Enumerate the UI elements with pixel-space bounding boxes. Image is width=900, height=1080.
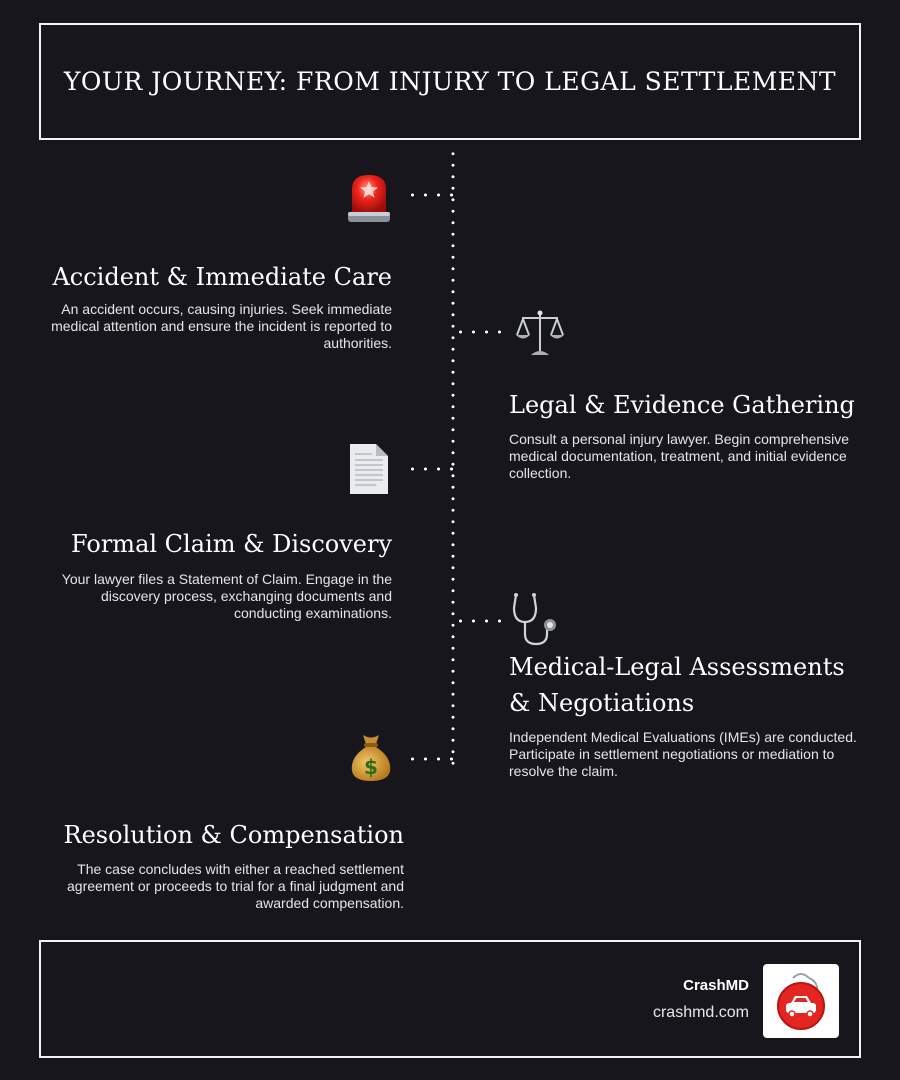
step-4-title: Medical-Legal Assessments & Negotiations [509,653,845,717]
timeline-connector [406,467,454,471]
step-1-title: Accident & Immediate Care [52,263,392,291]
footer-box [39,940,861,1058]
step-2-description: Consult a personal injury lawyer. Begin comprehensive medical documentation, treatment, and initial evidence collection. [509,431,850,481]
stethoscope-icon [508,592,564,648]
timeline-connector [454,619,502,623]
timeline-line [451,148,455,768]
svg-text:$: $ [364,755,378,779]
crashmd-logo-icon [763,964,839,1038]
header-box [39,23,861,140]
timeline-connector [406,757,454,761]
step-1-description: An accident occurs, causing injuries. Seek immediate medical attention and ensure the incident is reported to authorities. [51,301,392,351]
timeline-connector [406,193,454,197]
siren-light-icon [341,170,397,226]
step-2-title: Legal & Evidence Gathering [509,391,855,419]
timeline-connector [454,330,502,334]
brand-url[interactable]: crashmd.com [652,1004,749,1021]
step-3-description: Your lawyer files a Statement of Claim. Engage in the discovery process, exchanging documents and conducting examinations. [61,571,392,621]
brand-name: CrashMD [683,977,749,994]
step-3-title: Formal Claim & Discovery [71,530,392,558]
step-5-description: The case concludes with either a reached settlement agreement or proceeds to trial for a final judgment and awarded compensation. [67,861,404,911]
balance-scale-icon [512,305,568,361]
page-title: YOUR JOURNEY: FROM INJURY TO LEGAL SETTLEMENT [63,67,837,96]
money-bag-icon [343,729,399,785]
step-4-description: Independent Medical Evaluations (IMEs) are conducted. Participate in settlement negotiations or mediation to resolve the claim. [509,729,857,779]
document-icon [341,441,397,497]
step-5-title: Resolution & Compensation [63,821,404,849]
